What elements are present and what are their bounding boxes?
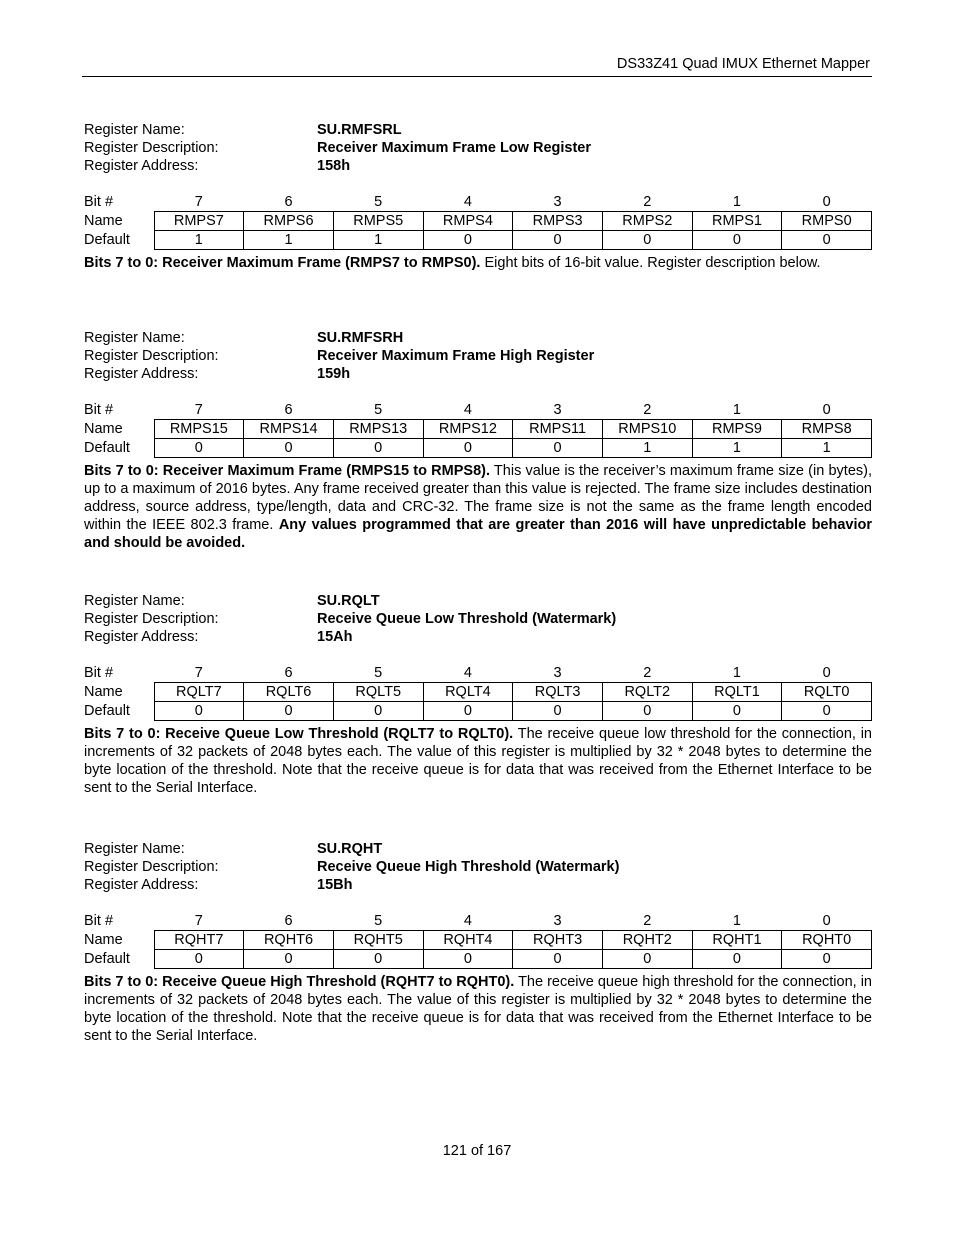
- bit-name-cell: RMPS15: [154, 420, 244, 439]
- register-description-row: [84, 858, 872, 876]
- bit-number-cell: 5: [374, 913, 383, 929]
- bit-default-cell: 0: [423, 950, 513, 969]
- bit-default-cell: 1: [244, 231, 334, 250]
- bit-name-label: Name: [84, 932, 123, 948]
- bit-name-label: Name: [84, 421, 123, 437]
- bit-number-cell: 3: [553, 665, 562, 681]
- bit-name-cell: RQLT7: [154, 683, 244, 702]
- bit-name-cell: RMPS13: [333, 420, 423, 439]
- bit-name-cell: RQHT4: [423, 931, 513, 950]
- page-number: 121 of 167: [442, 1143, 512, 1159]
- bit-name-label: Name: [84, 684, 123, 700]
- bit-name-cell: RMPS1: [692, 212, 782, 231]
- bit-description: [84, 462, 872, 552]
- bit-default-cell: 0: [782, 950, 872, 969]
- bit-default-cell: 0: [423, 702, 513, 721]
- register-description-row: [84, 139, 872, 157]
- register-address-value: 159h: [317, 366, 351, 382]
- bit-description-heading: Bits 7 to 0: Receive Queue High Threshold (RQHT7 to RQHT0).: [84, 974, 515, 990]
- bit-number-row: [84, 912, 872, 931]
- register-description-value: Receiver Maximum Frame Low Register: [317, 140, 591, 156]
- bit-table: [84, 401, 872, 458]
- bit-name-cell: RMPS3: [513, 212, 603, 231]
- register-name-row: [84, 840, 872, 858]
- header-divider: [82, 76, 872, 77]
- register-name-label: Register Name:: [84, 122, 185, 138]
- bit-description-heading: Bits 7 to 0: Receiver Maximum Frame (RMPS7 to RMPS0).: [84, 255, 481, 271]
- register-description-label: Register Description:: [84, 859, 219, 875]
- bit-default-label: Default: [84, 703, 130, 719]
- bit-number-row: [84, 401, 872, 420]
- bit-description-text: This value is the receiver’s maximum frame size (in bytes), up to a maximum of 2016 bytes. Any frame received greater than this value is rejected. The frame size includes destination address, source address, type/length, data and CRC-32. The frame size is not the same as the frame length encoded within the IEEE 802.3 frame.: [84, 463, 872, 533]
- bit-number-cell: 4: [463, 665, 472, 681]
- bit-description: [84, 254, 872, 272]
- bit-name-row: [84, 212, 872, 231]
- bit-description-text: The receive queue low threshold for the connection, in increments of 32 packets of 2048 bytes each. The value of this register is multiplied by 32 * 2048 bytes to determine the byte location of the threshold. Note that the receive queue is for data that was received from the Ethernet Interface to be sent to the Serial Interface.: [84, 726, 872, 796]
- register-name-value: SU.RMFSRL: [317, 122, 402, 138]
- bit-default-cell: 0: [333, 439, 423, 458]
- bit-number-label: Bit #: [84, 194, 114, 211]
- register-description-value: Receive Queue Low Threshold (Watermark): [317, 611, 617, 627]
- bit-number-cell: 2: [643, 665, 652, 681]
- bit-table: [84, 664, 872, 721]
- bit-name-cell: RQHT6: [244, 931, 334, 950]
- register-address-row: [84, 365, 872, 383]
- register-name-label: Register Name:: [84, 330, 185, 346]
- bit-description-heading: Bits 7 to 0: Receive Queue Low Threshold (RQLT7 to RQLT0).: [84, 726, 514, 742]
- bit-default-cell: 0: [602, 702, 692, 721]
- bit-default-cell: 0: [154, 702, 244, 721]
- bit-default-label: Default: [84, 951, 130, 967]
- register-name-row: [84, 121, 872, 139]
- bit-default-cell: 0: [692, 950, 782, 969]
- bit-name-cell: RQLT5: [333, 683, 423, 702]
- bit-number-cell: 5: [374, 402, 383, 418]
- bit-default-cell: 0: [513, 439, 603, 458]
- register-address-label: Register Address:: [84, 158, 199, 174]
- bit-number-cell: 1: [732, 913, 741, 929]
- register-description-value: Receiver Maximum Frame High Register: [317, 348, 595, 364]
- bit-name-cell: RQHT2: [602, 931, 692, 950]
- register-section: [84, 121, 872, 272]
- register-address-row: [84, 628, 872, 646]
- bit-default-cell: 0: [423, 439, 513, 458]
- bit-default-cell: 0: [692, 231, 782, 250]
- bit-description-text: The receive queue high threshold for the connection, in increments of 32 packets of 2048 bytes each. The value of this register is multiplied by 32 * 2048 bytes to determine the byte location of the threshold. Note that the receive queue is for data that was received from the Ethernet Interface to be sent to the Serial Interface.: [84, 974, 872, 1044]
- bit-default-label: Default: [84, 440, 130, 456]
- bit-name-label: Name: [84, 213, 123, 229]
- bit-name-cell: RQHT1: [692, 931, 782, 950]
- bit-number-cell: 0: [822, 665, 831, 681]
- bit-number-cell: 2: [643, 194, 652, 210]
- bit-default-cell: 0: [333, 702, 423, 721]
- bit-default-cell: 0: [244, 702, 334, 721]
- bit-default-row: [84, 702, 872, 721]
- bit-default-cell: 0: [513, 950, 603, 969]
- register-name-label: Register Name:: [84, 593, 185, 609]
- register-address-label: Register Address:: [84, 366, 199, 382]
- bit-default-cell: 0: [154, 950, 244, 969]
- bit-number-cell: 7: [194, 913, 203, 929]
- register-address-label: Register Address:: [84, 629, 199, 645]
- bit-default-cell: 0: [333, 950, 423, 969]
- bit-default-cell: 0: [244, 439, 334, 458]
- bit-number-cell: 4: [463, 194, 472, 210]
- bit-description-warning: Any values programmed that are greater than 2016 will have unpredictable behavior and should be avoided.: [84, 517, 873, 551]
- register-name-label: Register Name:: [84, 841, 185, 857]
- bit-number-label: Bit #: [84, 913, 114, 930]
- register-address-value: 15Bh: [317, 877, 353, 893]
- bit-number-cell: 7: [194, 194, 203, 210]
- bit-name-cell: RQLT6: [244, 683, 334, 702]
- bit-name-row: [84, 931, 872, 950]
- bit-table: [84, 193, 872, 250]
- bit-name-cell: RQHT3: [513, 931, 603, 950]
- bit-number-cell: 2: [643, 913, 652, 929]
- bit-default-cell: 1: [782, 439, 872, 458]
- bit-name-cell: RQHT5: [333, 931, 423, 950]
- bit-name-cell: RMPS11: [513, 420, 603, 439]
- bit-default-cell: 0: [513, 702, 603, 721]
- bit-name-cell: RMPS9: [692, 420, 782, 439]
- bit-name-row: [84, 683, 872, 702]
- bit-table: [84, 912, 872, 969]
- bit-number-cell: 6: [284, 402, 293, 418]
- bit-number-cell: 0: [822, 913, 831, 929]
- bit-default-cell: 0: [602, 231, 692, 250]
- bit-description: [84, 725, 872, 797]
- register-name-value: SU.RMFSRH: [317, 330, 404, 346]
- bit-default-cell: 0: [692, 702, 782, 721]
- bit-name-cell: RQHT0: [782, 931, 872, 950]
- bit-number-cell: 6: [284, 913, 293, 929]
- bit-name-cell: RMPS12: [423, 420, 513, 439]
- bit-name-cell: RQLT1: [692, 683, 782, 702]
- register-address-label: Register Address:: [84, 877, 199, 893]
- bit-name-cell: RMPS0: [782, 212, 872, 231]
- bit-number-cell: 3: [553, 913, 562, 929]
- bit-number-cell: 7: [194, 665, 203, 681]
- bit-default-cell: 1: [692, 439, 782, 458]
- bit-number-cell: 2: [643, 402, 652, 418]
- bit-number-label: Bit #: [84, 402, 114, 419]
- bit-name-cell: RMPS14: [244, 420, 334, 439]
- register-address-row: [84, 157, 872, 175]
- bit-number-cell: 6: [284, 194, 293, 210]
- bit-description-text: Eight bits of 16-bit value. Register description below.: [480, 255, 821, 271]
- bit-default-cell: 1: [602, 439, 692, 458]
- register-description-row: [84, 347, 872, 365]
- bit-name-cell: RQHT7: [154, 931, 244, 950]
- bit-number-cell: 7: [194, 402, 203, 418]
- bit-number-label: Bit #: [84, 665, 114, 682]
- register-address-value: 15Ah: [317, 629, 353, 645]
- register-description-label: Register Description:: [84, 611, 219, 627]
- bit-name-row: [84, 420, 872, 439]
- bit-number-cell: 3: [553, 402, 562, 418]
- bit-number-cell: 1: [732, 665, 741, 681]
- bit-name-cell: RMPS6: [244, 212, 334, 231]
- bit-description: [84, 973, 872, 1045]
- bit-number-cell: 0: [822, 194, 831, 210]
- bit-number-cell: 1: [732, 402, 741, 418]
- bit-name-cell: RMPS5: [333, 212, 423, 231]
- bit-name-cell: RMPS8: [782, 420, 872, 439]
- bit-name-cell: RMPS10: [602, 420, 692, 439]
- bit-default-row: [84, 231, 872, 250]
- register-name-value: SU.RQLT: [317, 593, 380, 609]
- bit-number-cell: 4: [463, 402, 472, 418]
- bit-number-cell: 1: [732, 194, 741, 210]
- register-description-label: Register Description:: [84, 348, 219, 364]
- bit-default-cell: 0: [423, 231, 513, 250]
- bit-description-heading: Bits 7 to 0: Receiver Maximum Frame (RMPS15 to RMPS8).: [84, 463, 490, 479]
- bit-default-cell: 0: [602, 950, 692, 969]
- bit-name-cell: RQLT2: [602, 683, 692, 702]
- bit-name-cell: RQLT0: [782, 683, 872, 702]
- bit-default-cell: 0: [244, 950, 334, 969]
- bit-name-cell: RMPS7: [154, 212, 244, 231]
- bit-number-row: [84, 664, 872, 683]
- register-name-row: [84, 329, 872, 347]
- register-name-value: SU.RQHT: [317, 841, 383, 857]
- bit-default-label: Default: [84, 232, 130, 248]
- bit-default-row: [84, 950, 872, 969]
- bit-number-cell: 0: [822, 402, 831, 418]
- bit-default-cell: 1: [154, 231, 244, 250]
- bit-default-cell: 0: [513, 231, 603, 250]
- bit-name-cell: RQLT3: [513, 683, 603, 702]
- bit-name-cell: RMPS4: [423, 212, 513, 231]
- bit-name-cell: RQLT4: [423, 683, 513, 702]
- bit-number-cell: 5: [374, 665, 383, 681]
- bit-number-cell: 5: [374, 194, 383, 210]
- bit-number-cell: 4: [463, 913, 472, 929]
- bit-default-cell: 0: [782, 702, 872, 721]
- register-section: [84, 329, 872, 552]
- register-description-value: Receive Queue High Threshold (Watermark): [317, 859, 620, 875]
- bit-default-cell: 1: [333, 231, 423, 250]
- register-address-value: 158h: [317, 158, 351, 174]
- bit-name-cell: RMPS2: [602, 212, 692, 231]
- register-description-row: [84, 610, 872, 628]
- register-description-label: Register Description:: [84, 140, 219, 156]
- document-title: DS33Z41 Quad IMUX Ethernet Mapper: [616, 56, 870, 72]
- register-section: [84, 840, 872, 1045]
- register-name-row: [84, 592, 872, 610]
- bit-number-cell: 3: [553, 194, 562, 210]
- register-address-row: [84, 876, 872, 894]
- bit-default-cell: 0: [782, 231, 872, 250]
- bit-number-cell: 6: [284, 665, 293, 681]
- bit-number-row: [84, 193, 872, 212]
- register-section: [84, 592, 872, 797]
- bit-default-cell: 0: [154, 439, 244, 458]
- bit-default-row: [84, 439, 872, 458]
